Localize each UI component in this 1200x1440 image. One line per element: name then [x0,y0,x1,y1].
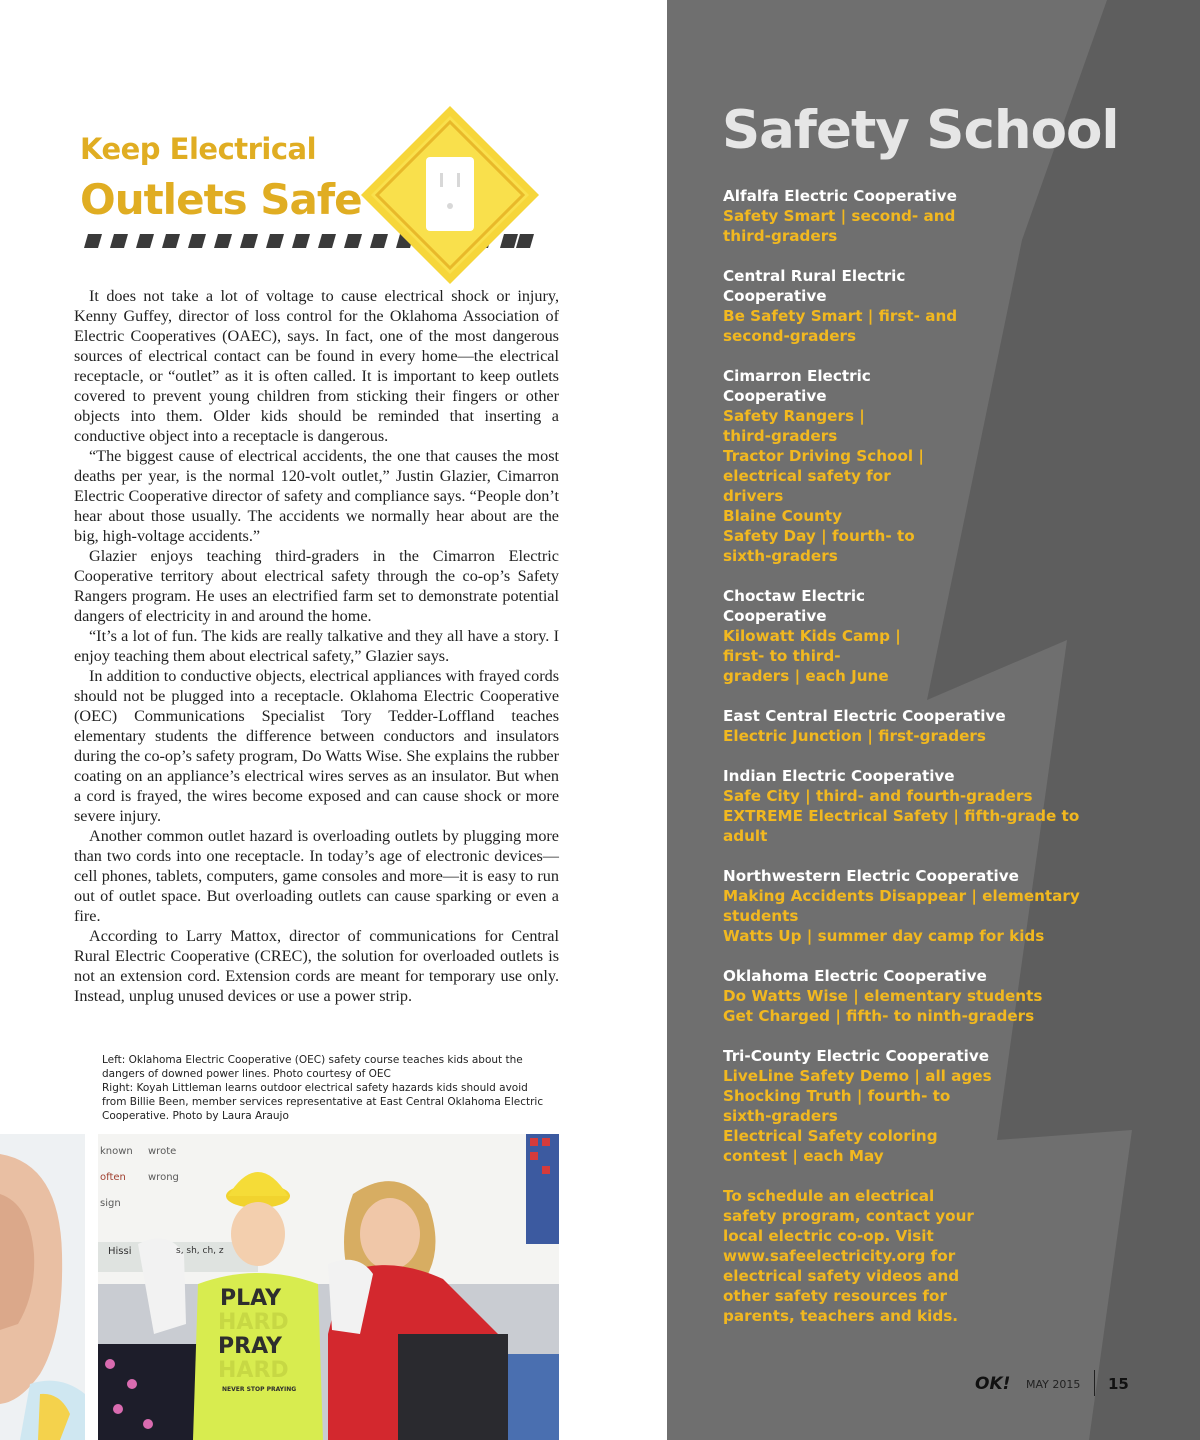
coop-name: Oklahoma Electric Cooperative [723,967,987,985]
program-line: sixth-graders [723,547,838,565]
program-line: Safety Rangers | [723,407,865,425]
list-item [723,366,1083,566]
outlet-warning-sign-icon [355,100,545,290]
board-word: s, sh, ch, z [176,1246,224,1256]
coop-name: Alfalfa Electric Cooperative [723,187,957,205]
cta-line: safety program, contact your [723,1207,974,1225]
magazine-logo: OK! [975,1374,1011,1394]
article-paragraph: According to Larry Mattox, director of communications for Central Rural Electric Cooperative (CREC), the solution for overloaded outlets is not an extension cord. Extension cords are meant for temporary use only. Instead, unplug unused devices or use a power strip. [74,927,559,1005]
board-word: wrote [148,1146,177,1157]
program-line: third-graders [723,427,838,445]
coop-name: Tri-County Electric Cooperative [723,1047,990,1065]
program-line: Shocking Truth | fourth- to [723,1087,951,1105]
program-line: students [723,907,799,925]
cta-line: www.safeelectricity.org for [723,1247,956,1265]
shirt-text: PRAY [218,1334,282,1359]
program-line: Making Accidents Disappear | elementary [723,887,1080,905]
caption-line: dangers of downed power lines. Photo courtesy of OEC [102,1068,391,1080]
program-line: Kilowatt Kids Camp | [723,627,901,645]
board-word: Hissi [108,1246,132,1257]
cta-line: To schedule an electrical [723,1187,935,1205]
sidebar-program-list [723,186,1083,1326]
program-line: third-graders [723,227,838,245]
sidebar-call-to-action [723,1186,1083,1326]
program-line: drivers [723,487,784,505]
coop-name: Cimarron Electric [723,367,871,385]
caption-line: Left: Oklahoma Electric Cooperative (OEC) safety course teaches kids about the [102,1054,523,1066]
program-line: Watts Up | summer day camp for kids [723,927,1045,945]
article-paragraph: “The biggest cause of electrical accidents, the one that causes the most deaths per year, is the normal 120-volt outlet,” Justin Glazier, Cimarron Electric Cooperative director of safety and compliance says. “People don’t hear about those usually. The accidents we normally hear about are the big, high-voltage accidents.” [74,447,559,545]
program-line: graders | each June [723,667,889,685]
list-item [723,586,1083,686]
photo-oec-safety-course [0,1134,85,1440]
shirt-text: NEVER STOP PRAYING [222,1386,297,1393]
shirt-text: HARD [218,1310,289,1335]
program-line: first- to third- [723,647,841,665]
program-line: contest | each May [723,1147,884,1165]
cta-line: local electric co-op. Visit [723,1227,934,1245]
page-number: 15 [1108,1375,1129,1393]
coop-name: Central Rural Electric [723,267,906,285]
cta-line: parents, teachers and kids. [723,1307,959,1325]
caption-line: Right: Koyah Littleman learns outdoor electrical safety hazards kids should avoid [102,1082,528,1094]
list-item [723,706,1083,746]
article-paragraph: In addition to conductive objects, electrical appliances with frayed cords should not be plugged into a receptacle. Oklahoma Electric Cooperative (OEC) Communications Specialist Tory Tedder-Loffland teaches elementary students the difference between conductors and insulators during the co-op’s safety program, Do Watts Wise. She explains the rubber coating on an appliance’s electrical wires serves as an insulator. But when a cord is frayed, the wires become exposed and can cause shock or more severe injury. [74,667,559,825]
program-line: Get Charged | fifth- to ninth-graders [723,1007,1035,1025]
list-item [723,966,1083,1026]
article-body [74,286,559,1006]
program-line: adult [723,827,768,845]
shirt-text: HARD [218,1358,289,1383]
program-line: Electrical Safety coloring [723,1127,938,1145]
program-line: Do Watts Wise | elementary students [723,987,1043,1005]
program-line: electrical safety for [723,467,891,485]
coop-name: Cooperative [723,387,827,405]
article-paragraph: It does not take a lot of voltage to cause electrical shock or injury, Kenny Guffey, director of loss control for the Oklahoma Association of Electric Cooperatives (OAEC), says. In fact, one of the most dangerous sources of electrical contact can be found in every home—the electrical receptacle, or “outlet” as it is often called. It is important to keep outlets covered to prevent young children from sticking their fingers or other objects into them. Older kids should be reminded that inserting a conductive object into a receptacle is dangerous. [74,287,559,445]
issue-date: MAY 2015 [1026,1378,1081,1391]
program-line: sixth-graders [723,1107,838,1125]
shirt-text: PLAY [220,1286,281,1311]
program-line: Safety Day | fourth- to [723,527,915,545]
board-word: known [100,1146,133,1157]
coop-name: Indian Electric Cooperative [723,767,955,785]
program-line: Be Safety Smart | first- and [723,307,958,325]
cta-line: electrical safety videos and [723,1267,960,1285]
sidebar-title: Safety School [722,100,1119,161]
program-line: Blaine County [723,507,843,525]
photo-caption [102,1053,562,1123]
article-paragraph: “It’s a lot of fun. The kids are really talkative and they all have a story. I enjoy teaching them about electrical safety,” Glazier says. [74,627,559,665]
article-paragraph: Another common outlet hazard is overloading outlets by plugging more than two cords into one receptacle. In today’s age of electronic devices—cell phones, tablets, computers, game consoles and more—it is easy to run out of outlet space. But overloading outlets can cause sparking or even a fire. [74,827,559,925]
program-line: Electric Junction | first-graders [723,727,986,745]
list-item [723,1046,1083,1166]
program-line: Tractor Driving School | [723,447,924,465]
list-item [723,866,1083,946]
article-kicker: Keep Electrical [80,132,317,166]
photo-koyah-littleman [98,1134,559,1440]
program-line: Safe City | third- and fourth-graders [723,787,1033,805]
list-item [723,266,1083,346]
program-line: LiveLine Safety Demo | all ages [723,1067,992,1085]
board-word: wrong [148,1172,179,1183]
coop-name: Choctaw Electric [723,587,866,605]
article-headline: Outlets Safe [80,175,362,224]
list-item [723,766,1083,846]
caption-line: from Billie Been, member services representative at East Central Oklahoma Electric [102,1096,544,1108]
board-word: often [100,1172,126,1183]
caption-line: Cooperative. Photo by Laura Araujo [102,1110,289,1122]
article-paragraph: Glazier enjoys teaching third-graders in the Cimarron Electric Cooperative territory about electrical safety through the co-op’s Safety Rangers program. He uses an electrified farm set to demonstrate potential dangers of electricity in and around the home. [74,547,559,625]
coop-name: East Central Electric Cooperative [723,707,1006,725]
program-line: second-graders [723,327,857,345]
cta-line: other safety resources for [723,1287,947,1305]
coop-name: Cooperative [723,607,827,625]
coop-name: Northwestern Electric Cooperative [723,867,1019,885]
footer-divider [1094,1370,1095,1396]
list-item [723,186,1083,246]
board-word: sign [100,1198,121,1209]
program-line: Safety Smart | second- and [723,207,956,225]
program-line: EXTREME Electrical Safety | fifth-grade to [723,807,1080,825]
coop-name: Cooperative [723,287,827,305]
